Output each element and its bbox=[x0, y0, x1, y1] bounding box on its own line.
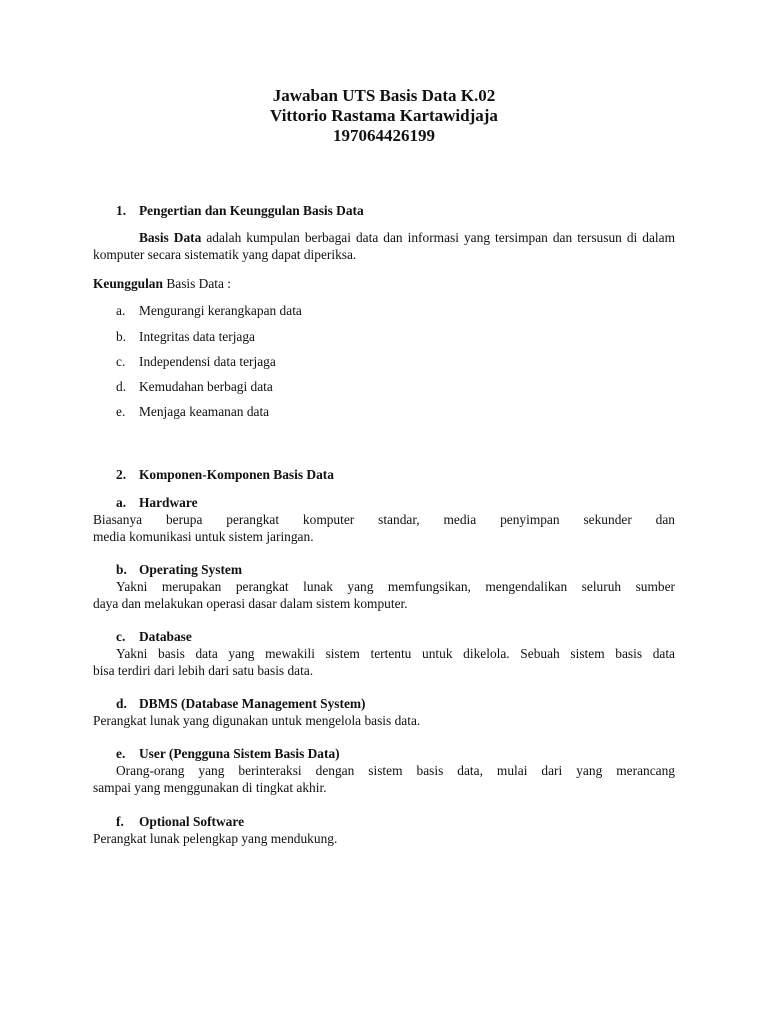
section-2-number: 2. bbox=[116, 467, 127, 482]
list-item-text: Independensi data terjaga bbox=[139, 354, 276, 369]
component-description-line: Yakni basis data yang mewakili sistem tertentu untuk dikelola. Sebuah sistem basis data bbox=[116, 646, 675, 661]
list-item bbox=[116, 302, 302, 319]
list-item-text: Integritas data terjaga bbox=[139, 329, 255, 344]
component-description-line: media komunikasi untuk sistem jaringan. bbox=[93, 529, 314, 544]
definition-paragraph bbox=[93, 229, 675, 263]
list-item-text: Kemudahan berbagi data bbox=[139, 379, 273, 394]
section-1-heading bbox=[116, 202, 364, 219]
document-title: Jawaban UTS Basis Data K.02 bbox=[272, 86, 496, 105]
component-marker: e. bbox=[116, 746, 126, 761]
list-marker: b. bbox=[116, 329, 127, 344]
component-title bbox=[116, 745, 340, 762]
component-marker: b. bbox=[116, 562, 127, 577]
component-title bbox=[116, 628, 192, 645]
component-name: Operating System bbox=[139, 562, 243, 577]
list-item bbox=[116, 353, 276, 370]
list-item bbox=[116, 378, 273, 395]
component-title bbox=[116, 813, 244, 830]
component-title bbox=[116, 494, 198, 511]
advantages-text: Basis Data : bbox=[162, 276, 232, 291]
list-item-text: Menjaga keamanan data bbox=[139, 404, 270, 419]
component-marker: a. bbox=[116, 495, 127, 510]
component-title bbox=[116, 561, 242, 578]
component-description-line: Biasanya berupa perangkat komputer standar, media penyimpan sekunder dan bbox=[93, 512, 675, 527]
definition-text: adalah kumpulan berbagai data dan informasi yang tersimpan dan tersusun di dalam komputer secara sistematik yang dapat diperiksa. bbox=[93, 230, 675, 262]
component-description-line: bisa terdiri dari lebih dari satu basis data. bbox=[93, 663, 314, 678]
document-header bbox=[0, 86, 768, 146]
list-item-text: Mengurangi kerangkapan data bbox=[139, 303, 302, 318]
author-name: Vittorio Rastama Kartawidjaja bbox=[270, 106, 498, 125]
component-name: Hardware bbox=[139, 495, 198, 510]
section-1-title: Pengertian dan Keunggulan Basis Data bbox=[139, 203, 364, 218]
component-name: Database bbox=[139, 629, 192, 644]
component-description-line: Perangkat lunak pelengkap yang mendukung. bbox=[93, 831, 338, 846]
list-item bbox=[116, 403, 269, 420]
list-item bbox=[116, 328, 255, 345]
component-name: DBMS (Database Management System) bbox=[139, 696, 366, 711]
component-description-line: daya dan melakukan operasi dasar dalam sistem komputer. bbox=[93, 596, 408, 611]
component-description-line: Yakni merupakan perangkat lunak yang memfungsikan, mengendalikan seluruh sumber bbox=[116, 579, 675, 594]
component-marker: d. bbox=[116, 696, 127, 711]
section-2-title: Komponen-Komponen Basis Data bbox=[139, 467, 334, 482]
section-1-number: 1. bbox=[116, 203, 127, 218]
advantages-intro bbox=[93, 275, 231, 292]
list-marker: c. bbox=[116, 354, 126, 369]
section-2-heading bbox=[116, 466, 334, 483]
component-description-line: sampai yang menggunakan di tingkat akhir. bbox=[93, 780, 327, 795]
component-description-line: Perangkat lunak yang digunakan untuk mengelola basis data. bbox=[93, 713, 421, 728]
student-id: 197064426199 bbox=[333, 126, 435, 145]
list-marker: e. bbox=[116, 404, 126, 419]
component-marker: f. bbox=[116, 814, 124, 829]
advantages-term: Keunggulan bbox=[93, 276, 163, 291]
definition-term: Basis Data bbox=[139, 230, 202, 245]
component-description-line: Orang-orang yang berinteraksi dengan sistem basis data, mulai dari yang merancang bbox=[116, 763, 675, 778]
list-marker: d. bbox=[116, 379, 127, 394]
component-name: User (Pengguna Sistem Basis Data) bbox=[139, 746, 340, 761]
list-marker: a. bbox=[116, 303, 126, 318]
component-marker: c. bbox=[116, 629, 126, 644]
component-name: Optional Software bbox=[139, 814, 245, 829]
component-title bbox=[116, 695, 366, 712]
